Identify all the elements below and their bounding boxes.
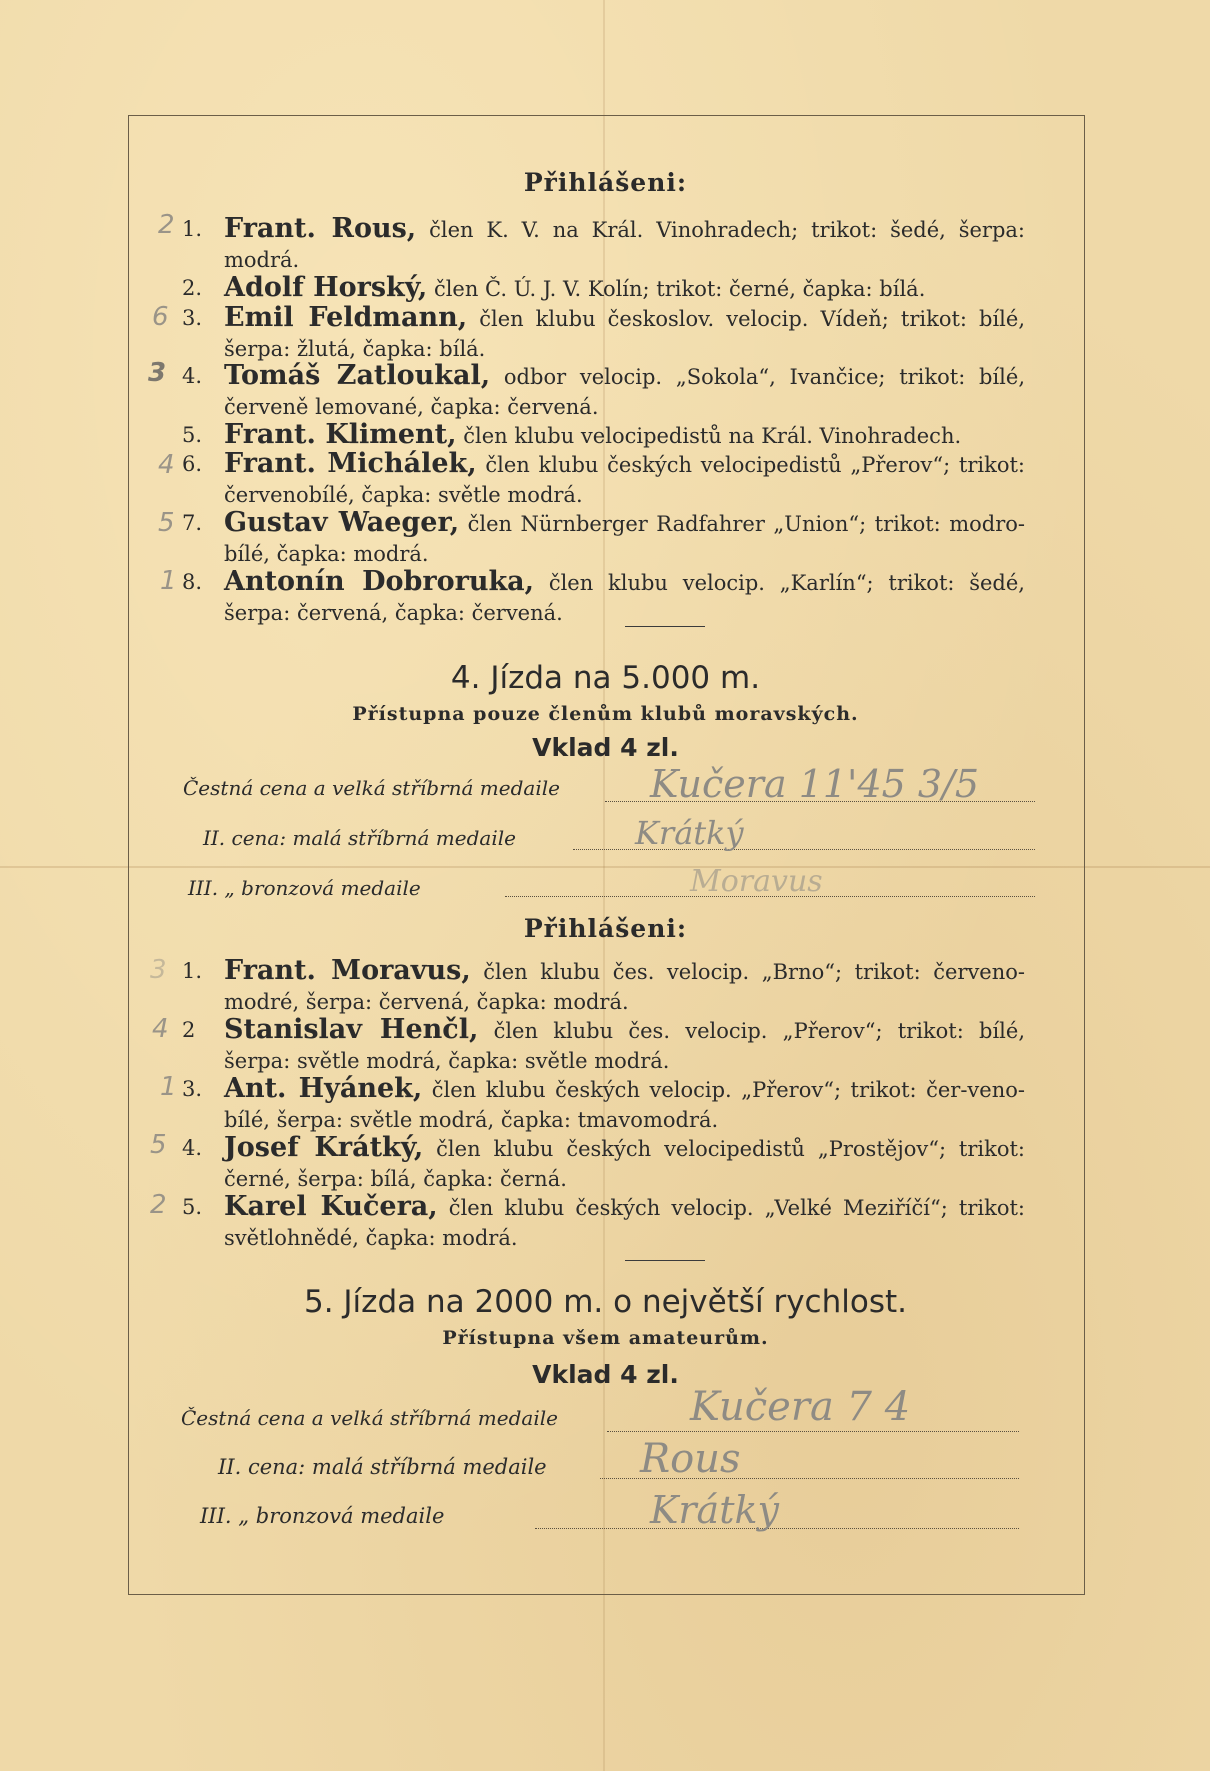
section3-entry-5 [182, 419, 1025, 451]
entry-name: Frant. Kliment, [224, 419, 457, 450]
pencil-mark-place: 2 [158, 210, 175, 240]
entry-number: 2. [182, 276, 203, 300]
entry-number: 4. [182, 1136, 203, 1160]
entry-details: člen klubu českých velocip. „Velké Meziříčí“; trikot: světlohnědé, čapka: modrá. [224, 1196, 1025, 1250]
entry-number: 5. [182, 1195, 203, 1219]
entry-details: odbor velocip. „Sokola“, Ivančice; trikot: bílé, červeně lemované, čapka: červená. [224, 365, 1025, 419]
race5-prize-1-line [607, 1430, 1019, 1432]
entry-name: Gustav Waeger, [224, 507, 460, 538]
separator-rule [625, 626, 705, 627]
entry-details: člen klubu čes. velocip. „Brno“; trikot: červeno-modré, šerpa: červená, čapka: modrá. [224, 960, 1025, 1014]
race5-prize-2-handwritten: Rous [640, 1436, 741, 1482]
race4-prize-3-label: III. „ bronzová medaile [188, 876, 421, 900]
section3-entry-2 [182, 272, 1025, 304]
entry-details: člen klubu českoslov. velocip. Vídeň; trikot: bílé, šerpa: žlutá, čapka: bílá. [224, 307, 1026, 361]
race4-prize-3-handwritten: Moravus [690, 864, 823, 899]
entry-name: Josef Krátký, [224, 1132, 424, 1163]
entry-details: člen klubu českých velocipedistů „Prostějov“; trikot: černé, šerpa: bílá, čapka: černá. [224, 1137, 1025, 1191]
race4-subtitle: Přístupna pouze členům klubů moravských. [352, 703, 859, 725]
race5-prize-1-label: Čestná cena a velká stříbrná medaile [181, 1406, 558, 1430]
race5-prize-3-handwritten: Krátký [650, 1488, 779, 1532]
entry-text [224, 1133, 1025, 1194]
entry-number: 1. [182, 959, 203, 983]
entry-text [224, 449, 1025, 510]
entry-number: 1. [182, 217, 203, 241]
entry-name: Frant. Rous, [224, 213, 417, 244]
entry-details: člen klubu českých velocip. „Přerov“; trikot: čer-veno-bílé, šerpa: světle modrá, čapka: tmavomodrá. [224, 1078, 1025, 1132]
race4-prize-2-label: II. cena: malá stříbrná medaile [203, 826, 516, 850]
pencil-mark-place: 5 [158, 508, 175, 538]
race5-prize-3-label: III. „ bronzová medaile [200, 1504, 445, 1528]
race4-heading: Přihlášeni: [523, 914, 688, 943]
entry-name: Stanislav Henčl, [224, 1014, 479, 1045]
race4-entry-3 [182, 1073, 1025, 1135]
race5-stake: Vklad 4 zl. [532, 1360, 679, 1389]
entry-details: člen klubu velocipedistů na Král. Vinohradech. [456, 424, 962, 448]
entry-text [224, 956, 1025, 1017]
entry-text [224, 361, 1025, 422]
entry-name: Frant. Moravus, [224, 955, 471, 986]
entry-text [224, 214, 1025, 275]
entry-text [224, 420, 1025, 451]
entry-text [224, 508, 1025, 569]
entry-name: Antonín Dobroruka, [224, 566, 535, 597]
pencil-mark-place: 4 [158, 450, 175, 480]
race4-prize-2-handwritten: Krátký [635, 814, 744, 852]
race4-entry-5 [182, 1191, 1025, 1253]
race4-entry-1 [182, 955, 1025, 1017]
entry-name: Frant. Michálek, [224, 448, 477, 479]
pencil-mark-place: 6 [152, 302, 169, 332]
entry-text [224, 273, 1025, 304]
entry-details: člen klubu čes. velocip. „Přerov“; trikot: bílé, šerpa: světle modrá, čapka: světle modrá. [224, 1019, 1025, 1073]
race4-entry-4 [182, 1132, 1025, 1194]
entry-number: 4. [182, 364, 203, 388]
entry-details: člen klubu velocip. „Karlín“; trikot: šedé, šerpa: červená, čapka: červená. [224, 571, 1025, 625]
race4-entry-2 [182, 1014, 1025, 1076]
entry-text [224, 303, 1025, 364]
race4-prize-1-label: Čestná cena a velká stříbrná medaile [183, 776, 560, 800]
pencil-mark-place: 3 [148, 358, 167, 388]
entry-number: 7. [182, 511, 203, 535]
pencil-mark-place: 5 [150, 1130, 167, 1160]
race4-prize-1-handwritten: Kučera 11'45 3/5 [650, 762, 980, 806]
entry-text [224, 1074, 1025, 1135]
entry-number: 2 [182, 1018, 196, 1042]
entry-number: 8. [182, 570, 203, 594]
race4-stake: Vklad 4 zl. [532, 733, 679, 762]
entry-details: člen Nürnberger Radfahrer „Union“; trikot: modro-bílé, čapka: modrá. [224, 512, 1025, 566]
entry-name: Tomáš Zatloukal, [224, 360, 491, 391]
race5-prize-1-handwritten: Kučera 7 4 [690, 1384, 911, 1430]
section3-entry-1 [182, 213, 1025, 275]
separator-rule [625, 1260, 705, 1261]
entry-name: Emil Feldmann, [224, 302, 468, 333]
entry-number: 3. [182, 1077, 203, 1101]
pencil-mark-place: 3 [150, 955, 167, 985]
entry-text [224, 1192, 1025, 1253]
entry-details: člen K. V. na Král. Vinohradech; trikot: šedé, šerpa: modrá. [224, 218, 1025, 272]
race5-subtitle: Přístupna všem amateurům. [442, 1327, 769, 1349]
race4-title: 4. Jízda na 5.000 m. [450, 660, 761, 696]
pencil-mark-place: 4 [152, 1014, 169, 1044]
pencil-mark-place: 1 [160, 566, 177, 596]
entry-number: 6. [182, 452, 203, 476]
section3-heading: Přihlášeni: [523, 168, 688, 197]
section3-entry-8 [182, 566, 1025, 628]
entry-name: Adolf Horský, [224, 272, 428, 303]
pencil-mark-place: 2 [150, 1190, 167, 1220]
section3-entry-3 [182, 302, 1026, 364]
entry-text [224, 1015, 1025, 1076]
section3-entry-6 [182, 448, 1025, 510]
entry-name: Ant. Hyánek, [224, 1073, 423, 1104]
entry-number: 5. [182, 423, 203, 447]
section3-entry-7 [182, 507, 1025, 569]
entry-name: Karel Kučera, [224, 1191, 438, 1222]
section3-entry-4 [182, 360, 1025, 422]
entry-number: 3. [182, 306, 203, 330]
entry-details: člen klubu českých velocipedistů „Přerov“; trikot: červenobílé, čapka: světle modrá. [224, 453, 1025, 507]
race5-prize-2-label: II. cena: malá stříbrná medaile [218, 1455, 547, 1479]
entry-text [224, 567, 1025, 628]
entry-details: člen Č. Ú. J. V. Kolín; trikot: černé, čapka: bílá. [427, 277, 926, 301]
race5-title: 5. Jízda na 2000 m. o největší rychlost. [303, 1284, 907, 1320]
pencil-mark-place: 1 [160, 1072, 177, 1102]
